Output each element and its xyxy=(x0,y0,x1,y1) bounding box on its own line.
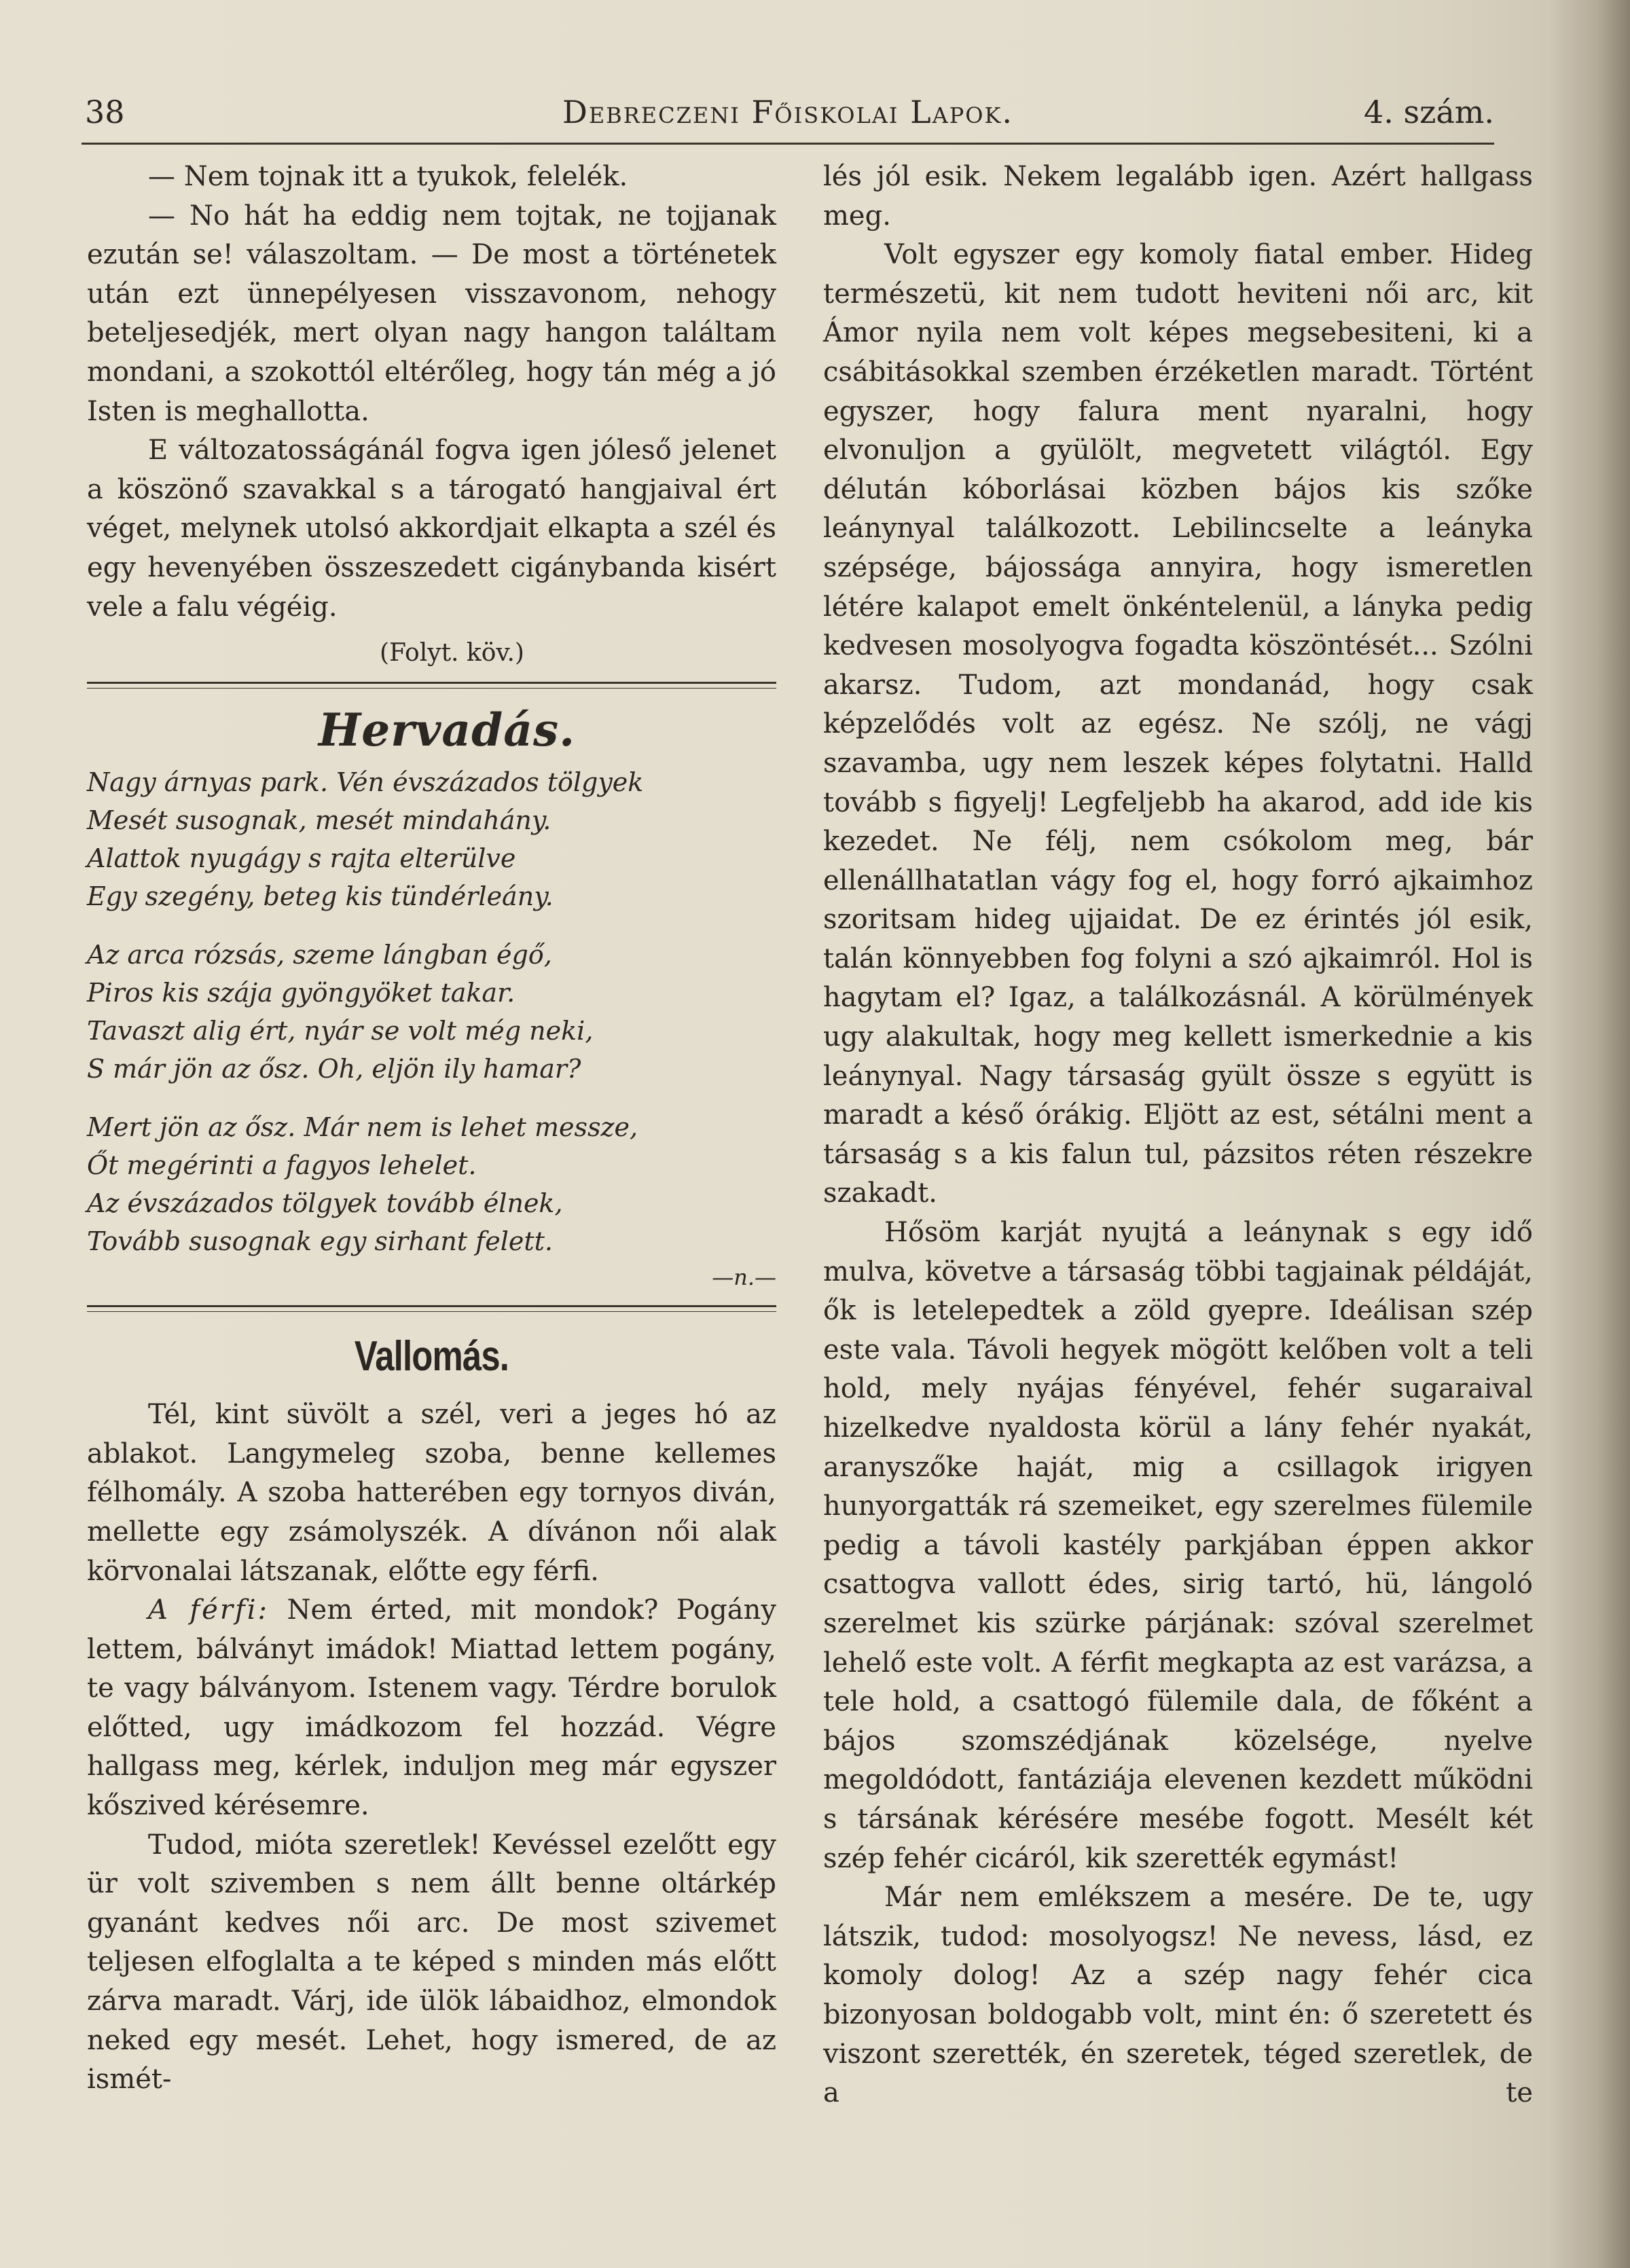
page-number: 38 xyxy=(85,94,125,130)
paragraph: — Nem tojnak itt a tyukok, felelék. xyxy=(148,161,628,192)
right-column xyxy=(823,158,1533,2113)
paragraph: — No hát ha eddig nem tojtak, ne tojjanak ezután se! válaszoltam. — De most a történetek után ezt ünnepélyesen visszavonom, nehogy beteljesedjék, mert olyan nagy hangon találtam mondani, a szokottól eltérőleg, hogy tán még a jó Isten is meghallotta. xyxy=(87,200,776,427)
poem-signature: —n.— xyxy=(712,1264,776,1291)
speech-text: Nem érted, mit mondok? Pogány lettem, bálványt imádok! Miattad lettem pogány, te vagy bálványom. Istenem vagy. Térdre borulok előtted, ugy imádkozom fel hozzád. Végre hallgass meg, kérlek, induljon meg már egyszer kőszived kérésemre. xyxy=(87,1594,776,1822)
paragraph: E változatosságánál fogva igen jóleső jelenet a köszönő szavakkal s a tárogató hangjaival ért véget, melynek utolsó akkordjait elkapta a szél és egy hevenyében összeszedett cigánybanda kisért vele a falu végéig. xyxy=(87,435,776,623)
poem-stanza xyxy=(87,1108,776,1260)
poem-line: Piros kis szája gyöngyöket takar. xyxy=(87,978,515,1008)
left-column xyxy=(87,158,776,2100)
paragraph: Tudod, mióta szeretlek! Kevéssel ezelőtt egy ür volt szivemben s nem állt benne oltárkép gyanánt kedves női arc. De most szivemet teljesen elfoglalta a te képed s minden más előtt zárva maradt. Várj, ide ülök lábaidhoz, elmondok neked egy mesét. Lehet, hogy ismered, de az ismét- xyxy=(87,1829,776,2096)
poem-stanza xyxy=(87,936,776,1088)
prose-title: Vallomás. xyxy=(354,1333,509,1380)
continued-note: (Folyt. köv.) xyxy=(380,639,524,667)
poem-line: Mesét susognak, mesét mindahány. xyxy=(87,805,551,836)
poem-line: Az évszázados tölgyek tovább élnek, xyxy=(87,1188,563,1219)
paragraph: Már nem emlékszem a mesére. De te, ugy látszik, tudod: mosolyogsz! Ne nevess, lásd, ez komoly dolog! Az a szép nagy fehér cica bizonyosan boldogabb volt, mint én: ő szeretett és viszont szerették, én szeretek, téged szeretlek, de a te xyxy=(823,1882,1533,2109)
header-rule xyxy=(82,143,1494,145)
issue-number: 4. szám. xyxy=(1363,94,1494,130)
paragraph: lés jól esik. Nekem legalább igen. Azért hallgass meg. xyxy=(823,161,1533,232)
poem-line: Az arca rózsás, szeme lángban égő, xyxy=(87,940,552,970)
poem-line: Alattok nyugágy s rajta elterülve xyxy=(87,843,516,874)
page-header xyxy=(82,87,1494,141)
paragraph: Volt egyszer egy komoly fiatal ember. Hideg természetü, kit nem tudott heviteni női arc, kit Ámor nyila nem volt képes megsebesiteni, ki a csábitásokkal szemben érzéketlen maradt. Történt egyszer, hogy falura ment nyaralni, hogy elvonuljon a gyülölt, megvetett világtól. Egy délután kóborlásai közben bájos kis szőke leánynyal találkozott. Lebilincselte a leányka szépsége, bájossága annyira, hogy ismeretlen létére kalapot emelt önkéntelenül, a lányka pedig kedvesen mosolyogva fogadta köszöntését... Szólni akarsz. Tudom, azt mondanád, hogy csak képzelődés volt az egész. Ne szólj, ne vágj szavamba, ugy nem leszek képes folytatni. Halld tovább s figyelj! Legfeljebb ha akarod, add ide kis kezedet. Ne félj, nem csókolom meg, bár ellenállhatatlan vágy fog el, hogy forró ajkaimhoz szoritsam hideg ujjaidat. De ez érintés jól esik, talán könnyebben fog folyni a szó ajkaimról. Hol is hagytam el? Igaz, a találkozásnál. A körülmények ugy alakultak, hogy meg kellett ismerkednie a kis leánynyal. Nagy társaság gyült össze s együtt is maradt a késő órákig. Eljött az est, sétálni ment a társaság s a kis falun tul, pázsitos réten részekre szakadt. xyxy=(823,239,1533,1209)
paragraph: Hősöm karját nyujtá a leánynak s egy idő mulva, követve a társaság többi tagjainak példáját, ők is letelepedtek a zöld gyepre. Ideálisan szép este vala. Távoli hegyek mögött kelőben volt a teli hold, mely nyájas fényével, fehér sugaraival hizelkedve nyaldosta körül a lány fehér nyakát, aranyszőke haját, mig a csillagok irigyen hunyorgatták rá szemeiket, egy szerelmes fülemile pedig a távoli kastély parkjában éppen akkor csattogva vallott édes, sirig tartó, hü, lángoló szerelmet kis szürke párjának: szóval szerelmet lehelő este volt. A férfit megkapta az est varázsa, a tele hold, a csattogó fülemile dala, de főként a bájos szomszédjának közelsége, nyelve megoldódott, fantáziája elevenen kezdett működni s társának kérésére mesébe fogott. Mesélt két szép fehér cicáról, kik szerették egymást! xyxy=(823,1217,1533,1874)
section-divider xyxy=(87,682,776,689)
journal-title: Debreczeni Főiskolai Lapok. xyxy=(562,94,1014,130)
poem-line: Tavaszt alig ért, nyár se volt még neki, xyxy=(87,1016,594,1046)
poem-line: Egy szegény, beteg kis tündérleány. xyxy=(87,881,554,912)
poem-title: Hervadás. xyxy=(318,703,576,757)
section-divider xyxy=(87,1305,776,1312)
poem-line: Nagy árnyas park. Vén évszázados tölgyek xyxy=(87,767,644,798)
poem-line: S már jön az ősz. Oh, eljön ily hamar? xyxy=(87,1054,581,1084)
poem-line: Őt megérinti a fagyos lehelet. xyxy=(87,1150,477,1181)
poem-stanza xyxy=(87,763,776,915)
poem-line: Mert jön az ősz. Már nem is lehet messze, xyxy=(87,1112,638,1143)
paragraph: Tél, kint süvölt a szél, veri a jeges hó az ablakot. Langymeleg szoba, benne kellemes félhomály. A szoba hatterében egy tornyos diván, mellette egy zsámolyszék. A dívánon női alak körvonalai látszanak, előtte egy férfi. xyxy=(87,1399,776,1587)
speaker-label: A férfi: xyxy=(148,1594,270,1626)
paragraph xyxy=(87,1591,776,1826)
page-edge-shadow xyxy=(1548,0,1630,2268)
poem-line: Tovább susognak egy sirhant felett. xyxy=(87,1226,553,1257)
